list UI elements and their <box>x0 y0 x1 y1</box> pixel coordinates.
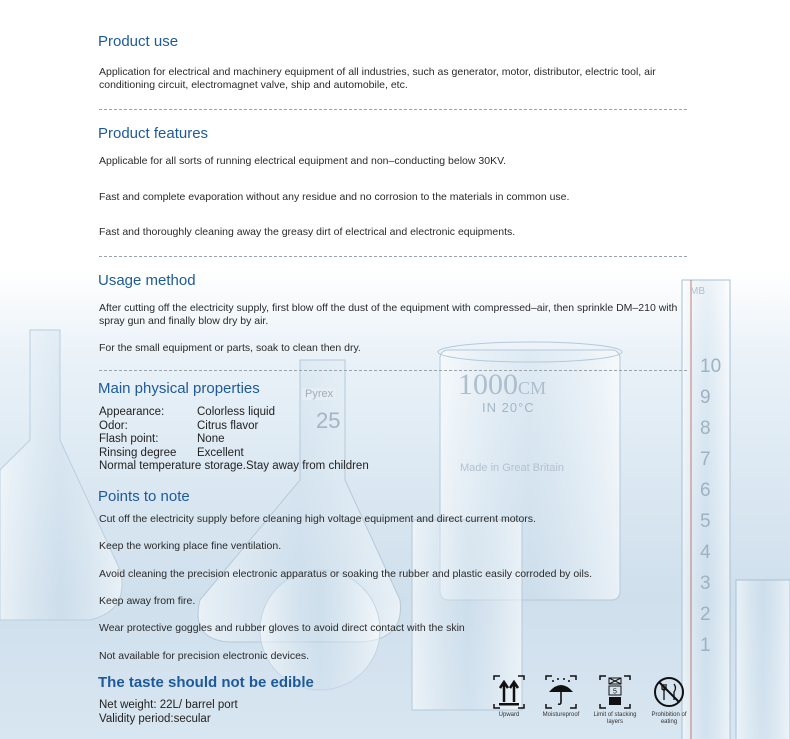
section-title-physical-properties: Main physical properties <box>98 380 260 397</box>
property-row <box>99 433 369 447</box>
cylinder-mark: 7 <box>700 449 711 470</box>
stacking-limit-symbol <box>590 674 640 726</box>
beaker-temp-label: IN 20°C <box>482 400 535 415</box>
note-item: Avoid cleaning the precision electronic apparatus or soaking the rubber and plastic easily corroded by oils. <box>99 568 593 580</box>
upward-symbol <box>484 674 534 719</box>
no-eating-symbol <box>644 674 694 726</box>
property-row <box>99 420 369 434</box>
feature-item: Applicable for all sorts of running electrical equipment and non–conducting below 30KV. <box>99 155 507 167</box>
beaker-origin-label: Made in Great Britain <box>460 462 564 474</box>
usage-item: After cutting off the electricity supply, first blow off the dust of the equipment with compressed–air, then sprinkle DM–210 with spray gun and finally blow dry by air. <box>99 302 678 327</box>
property-value: Excellent <box>197 446 244 459</box>
cylinder-mark: 4 <box>700 542 711 563</box>
cylinder-mark: 8 <box>700 418 711 439</box>
no-eating-icon <box>652 674 686 710</box>
package-info <box>99 698 238 726</box>
divider <box>99 370 687 371</box>
cylinder-mark: 9 <box>700 387 711 408</box>
flask-temp-label: 25 <box>316 408 341 433</box>
upward-icon <box>492 674 526 710</box>
divider <box>99 256 687 257</box>
cylinder-mark: 2 <box>700 604 711 625</box>
cylinder-mark: 3 <box>700 573 711 594</box>
feature-item: Fast and thoroughly cleaning away the greasy dirt of electrical and electronic equipments. <box>99 226 516 238</box>
note-item: Keep the working place fine ventilation. <box>99 540 282 552</box>
symbol-label: Prohibition of eating <box>651 712 687 725</box>
section-title-product-features: Product features <box>98 125 209 142</box>
property-label: Odor: <box>99 419 128 432</box>
cylinder-mark: 10 <box>700 356 722 377</box>
note-item: Cut off the electricity supply before cleaning high voltage equipment and direct current motors. <box>99 513 536 525</box>
property-value: None <box>197 433 225 445</box>
flask-brand-label: Pyrex <box>302 388 336 400</box>
cylinder-mark: 6 <box>700 480 711 501</box>
beaker-volume-label: 1000CM <box>458 368 547 401</box>
symbol-label: Upward <box>498 712 520 718</box>
product-use-text: Application for electrical and machinery equipment of all industries, such as generator, motor, distributor, electric tool, air conditioning circuit, electromagnet valve, ship and automobile, etc. <box>99 66 656 91</box>
property-label: Rinsing degree <box>99 446 177 459</box>
stacking-limit-icon <box>598 674 632 710</box>
package-symbols <box>484 674 694 734</box>
section-title-points-to-note: Points to note <box>98 488 190 505</box>
property-value: Citrus flavor <box>197 419 259 432</box>
moistureproof-symbol <box>536 674 586 719</box>
section-title-taste: The taste should not be edible <box>98 674 314 691</box>
section-title-usage-method: Usage method <box>98 272 196 289</box>
property-row <box>99 447 369 461</box>
stacking-layers-number: 5 <box>613 688 617 696</box>
property-value: Colorless liquid <box>197 406 275 418</box>
corner-text: MB <box>690 286 705 297</box>
feature-item: Fast and complete evaporation without any residue and no corrosion to the materials in common use. <box>99 191 570 203</box>
symbol-label: Limit of stacking layers <box>593 712 637 725</box>
property-label: Appearance: <box>99 406 165 418</box>
divider <box>99 109 687 110</box>
usage-item: For the small equipment or parts, soak to clean then dry. <box>99 342 361 354</box>
storage-note: Normal temperature storage.Stay away from children <box>99 460 369 472</box>
cylinder-mark: 1 <box>700 635 711 656</box>
net-weight: Net weight: 22L/ barrel port <box>99 699 238 711</box>
property-label: Flash point: <box>99 433 159 445</box>
section-title-product-use: Product use <box>98 33 179 50</box>
symbol-label: Moistureproof <box>542 712 580 718</box>
cylinder-mark: 5 <box>700 511 711 532</box>
validity-period: Validity period:secular <box>99 713 211 725</box>
note-item: Not available for precision electronic devices. <box>99 650 310 662</box>
note-item: Keep away from fire. <box>99 595 196 607</box>
note-item: Wear protective goggles and rubber gloves to avoid direct contact with the skin <box>99 622 465 634</box>
properties-list <box>99 406 369 474</box>
moistureproof-icon <box>544 674 578 710</box>
property-row <box>99 406 369 420</box>
